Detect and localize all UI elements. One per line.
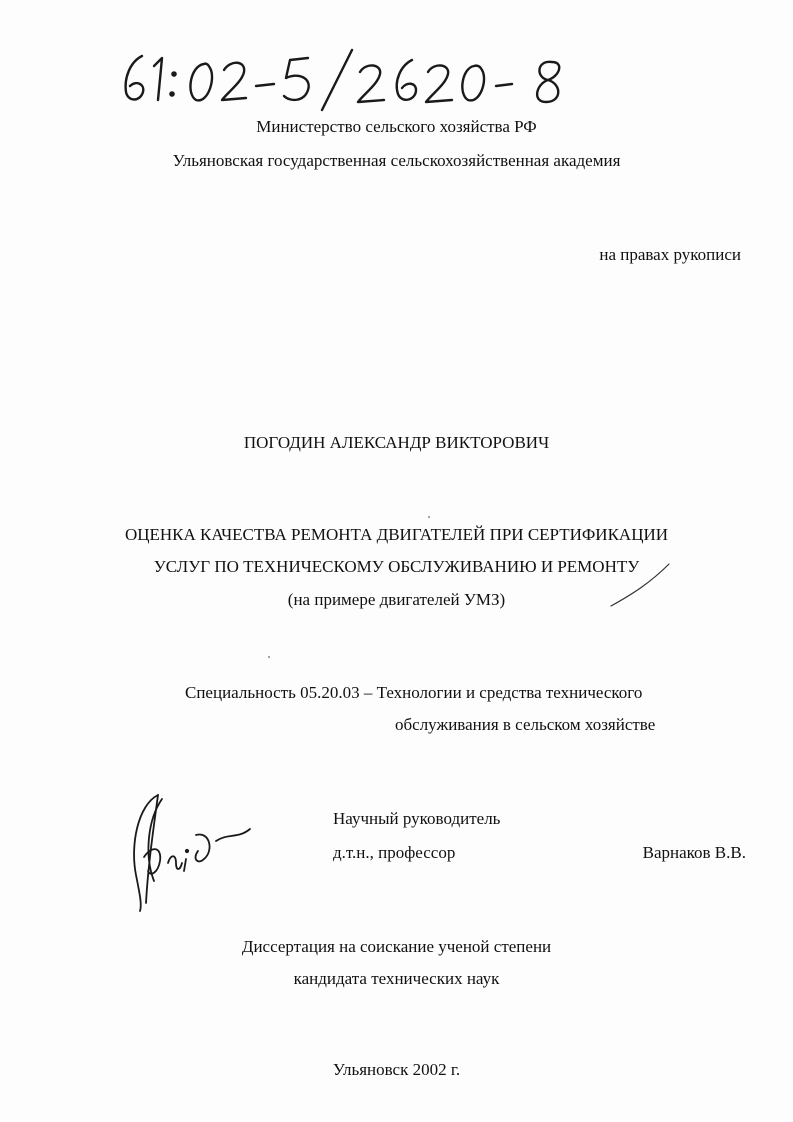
- specialty-line-2: обслуживания в сельском хозяйстве: [395, 715, 656, 734]
- title-line-1: ОЦЕНКА КАЧЕСТВА РЕМОНТА ДВИГАТЕЛЕЙ ПРИ СЕРТИФИКАЦИИ: [124, 525, 669, 544]
- ministry-heading: Министерство сельского хозяйства РФ: [256, 117, 537, 136]
- place-and-year: Ульяновск 2002 г.: [332, 1060, 461, 1079]
- pen-stroke-mark: [605, 560, 675, 610]
- scan-speck: [268, 656, 270, 658]
- author-name: ПОГОДИН АЛЕКСАНДР ВИКТОРОВИЧ: [243, 433, 550, 452]
- supervisor-label: Научный руководитель: [333, 809, 501, 828]
- dissertation-line-1: Диссертация на соискание ученой степени: [241, 937, 552, 956]
- title-subtitle: (на примере двигателей УМЗ): [287, 590, 506, 609]
- supervisor-signature: [118, 785, 268, 915]
- dissertation-line-2: кандидата технических наук: [293, 969, 500, 988]
- supervisor-name: Варнаков В.В.: [642, 843, 746, 862]
- specialty-line-1: Специальность 05.20.03 – Технологии и средства технического: [185, 683, 643, 702]
- title-line-2: УСЛУГ ПО ТЕХНИЧЕСКОМУ ОБСЛУЖИВАНИЮ И РЕМОНТУ: [153, 557, 640, 576]
- academy-heading: Ульяновская государственная сельскохозяйственная академия: [172, 151, 621, 170]
- supervisor-degree: д.т.н., профессор: [333, 843, 456, 862]
- rights-note: на правах рукописи: [599, 245, 741, 264]
- handwritten-archive-number: [112, 44, 592, 114]
- scan-speck: [428, 516, 430, 518]
